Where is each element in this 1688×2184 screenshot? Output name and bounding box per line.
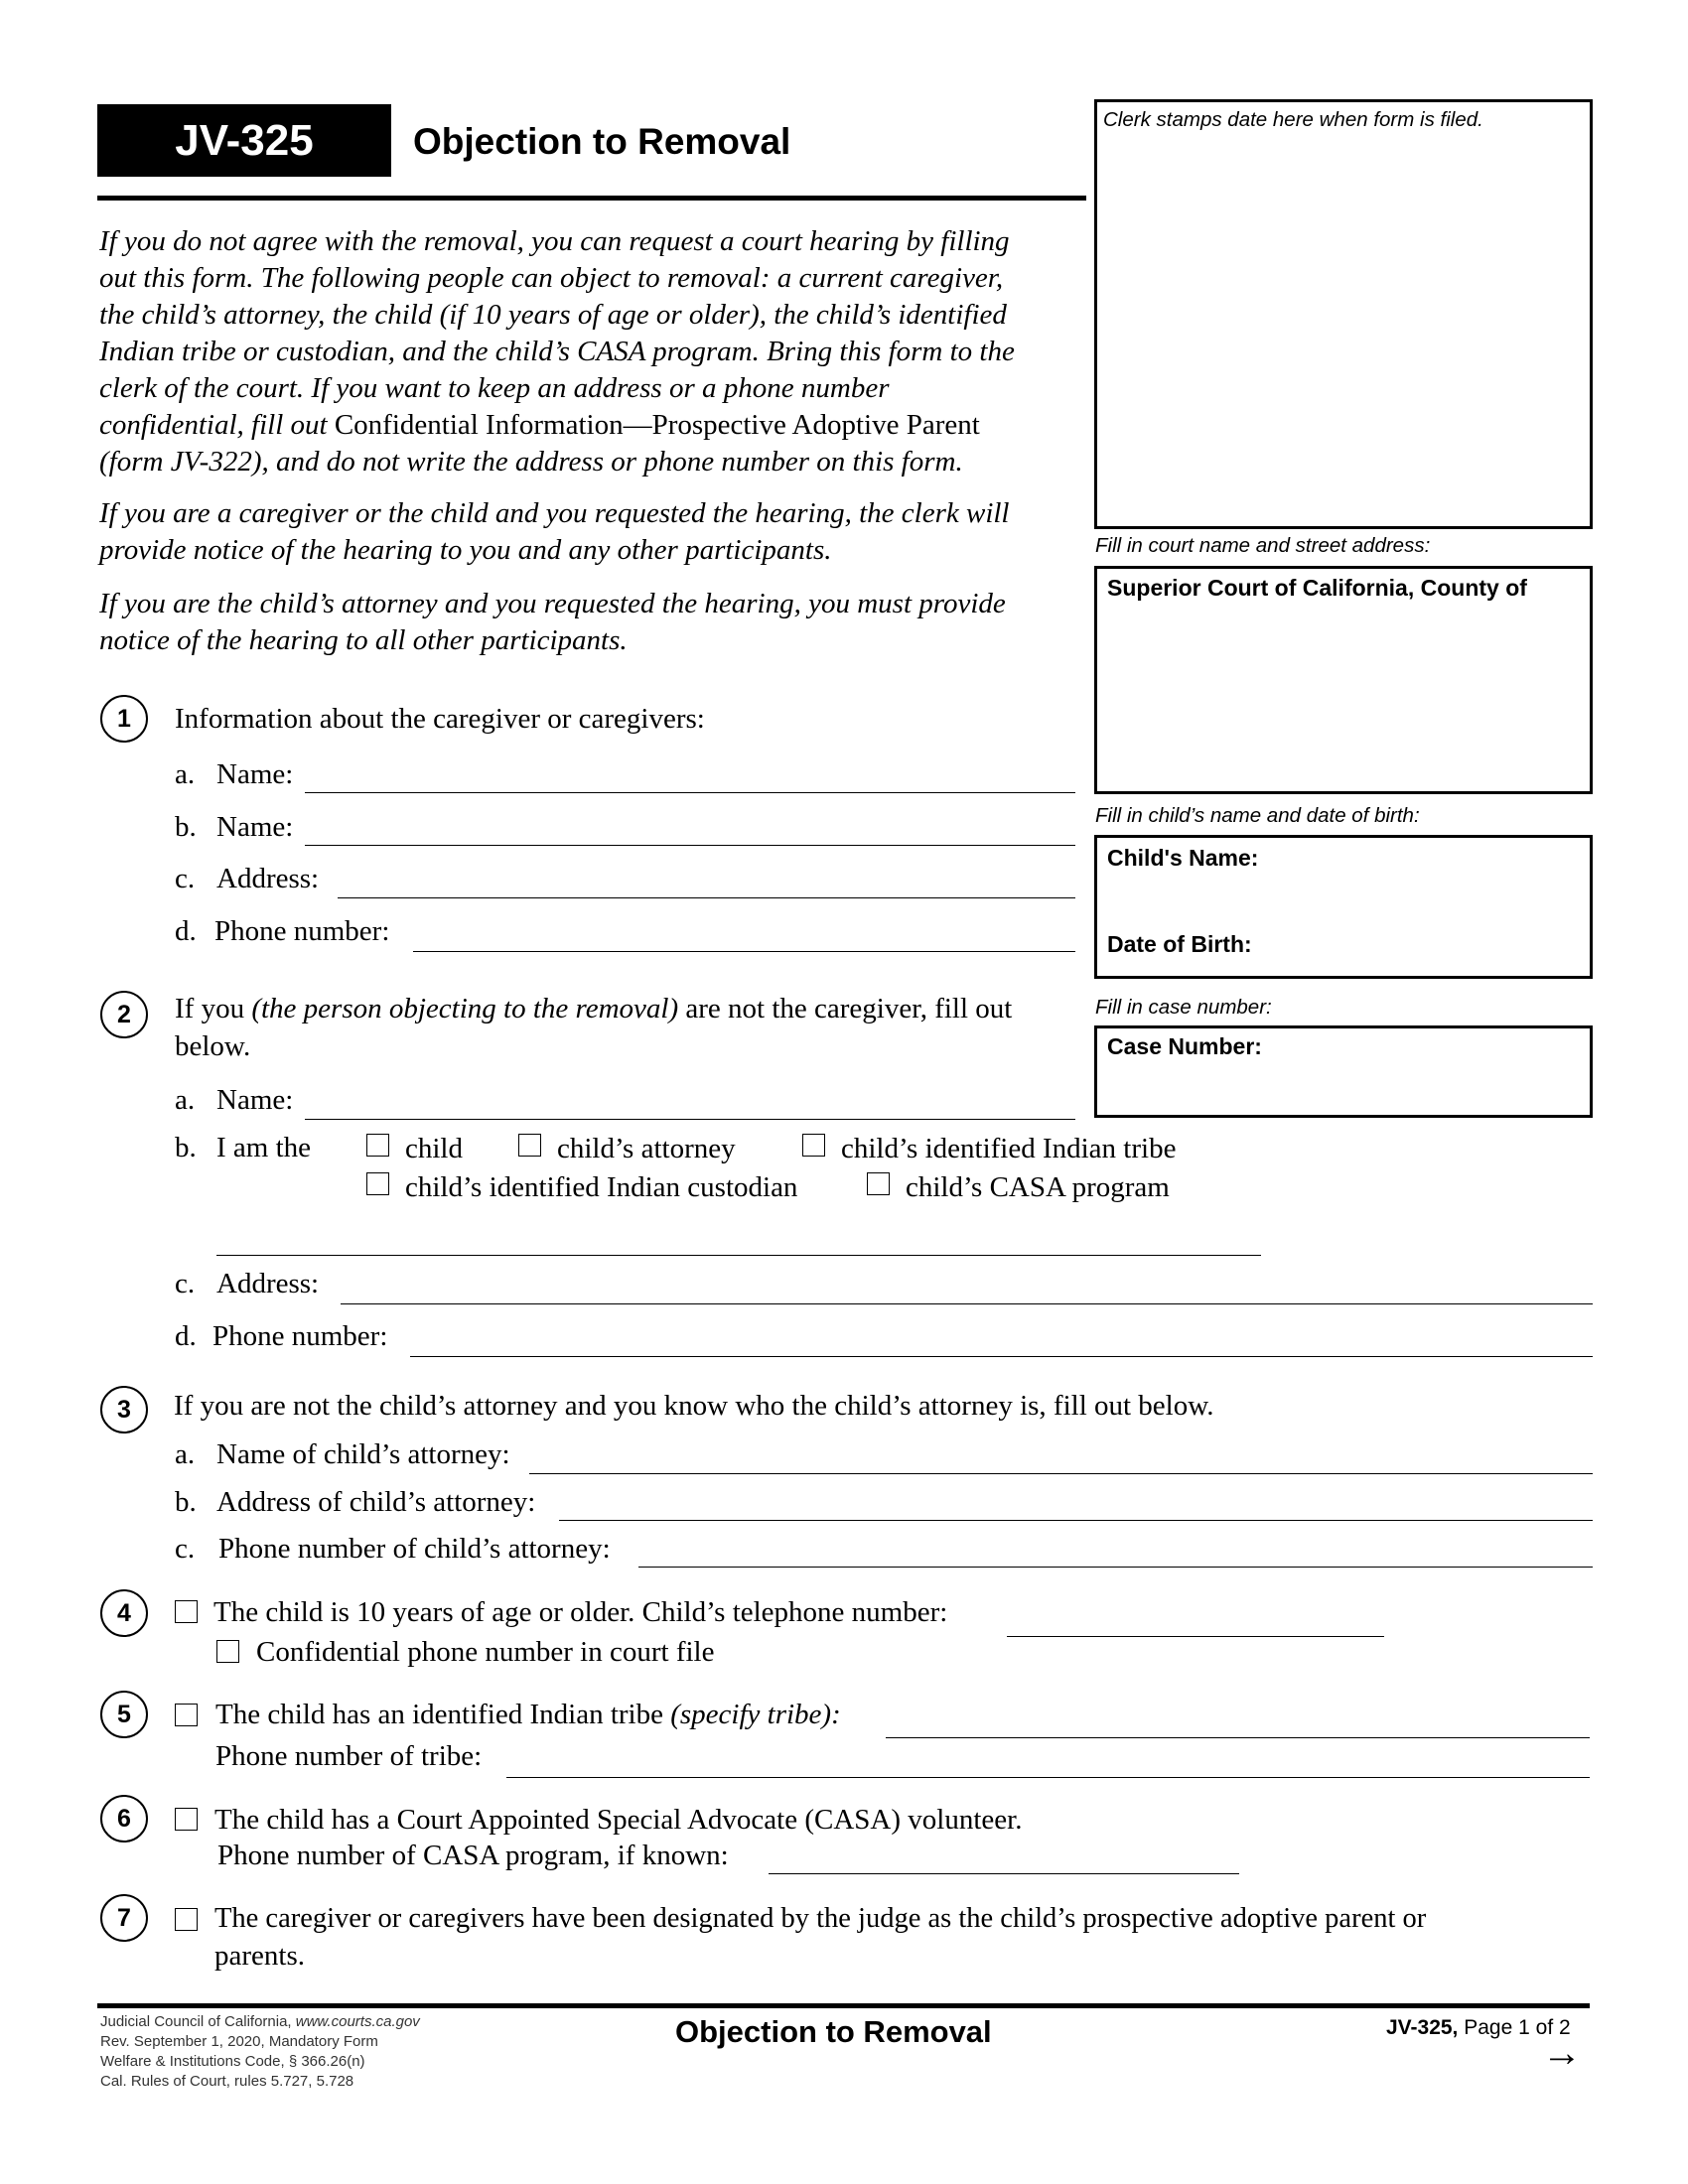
clerk-stamp-label: Clerk stamps date here when form is filed.	[1103, 108, 1483, 131]
item-number-3: 3	[100, 1386, 148, 1433]
item-5-text-pre: The child has an identified Indian tribe	[215, 1699, 671, 1730]
childs-attorney-name-field[interactable]	[529, 1473, 1593, 1474]
tribe-phone-label: Phone number of tribe:	[215, 1740, 483, 1772]
prospective-adoptive-parent-checkbox[interactable]	[175, 1908, 198, 1931]
item-3b-label: Address of child’s attorney:	[216, 1486, 536, 1518]
item-2-text-post: are not the caregiver, fill out	[678, 993, 1013, 1024]
next-page-arrow-icon: →	[1542, 2031, 1582, 2075]
child-phone-field[interactable]	[1007, 1636, 1384, 1637]
case-number-label: Fill in case number:	[1095, 996, 1272, 1019]
intro-line: provide notice of the hearing to you and any other participants.	[99, 534, 832, 566]
header-divider	[97, 196, 1086, 201]
item-2b-letter: b.	[175, 1132, 197, 1163]
intro-line: If you are a caregiver or the child and you requested the hearing, the clerk will	[99, 497, 1010, 529]
item-3c-label: Phone number of child’s attorney:	[218, 1533, 611, 1565]
intro-line: notice of the hearing to all other participants.	[99, 624, 628, 656]
item-2d-letter: d.	[175, 1320, 197, 1352]
footer-website: www.courts.ca.gov	[295, 2013, 420, 2030]
indian-tribe-item-checkbox[interactable]	[175, 1704, 198, 1726]
intro-line: (form JV-322), and do not write the address or phone number on this form.	[99, 446, 963, 478]
child-option-label: child	[405, 1133, 463, 1164]
item-3-text: If you are not the child’s attorney and you know who the child’s attorney is, fill out below.	[174, 1390, 1214, 1422]
intro-line: If you are the child’s attorney and you requested the hearing, you must provide	[99, 588, 1006, 619]
childs-attorney-address-field[interactable]	[559, 1520, 1593, 1521]
item-number-6: 6	[100, 1795, 148, 1843]
case-number-text: Case Number:	[1107, 1033, 1262, 1059]
clerk-stamp-box[interactable]	[1094, 99, 1593, 529]
item-1c-letter: c.	[175, 863, 196, 894]
objector-address-field[interactable]	[341, 1303, 1593, 1304]
intro-line: clerk of the court. If you want to keep an address or a phone number	[99, 372, 890, 404]
footer-form-ref: JV-325,	[1386, 2016, 1459, 2039]
caregiver-name-b-field[interactable]	[305, 845, 1075, 846]
item-1-text: Information about the caregiver or caregivers:	[175, 703, 705, 735]
item-1d-label: Phone number:	[214, 915, 390, 947]
intro-paragraph-3	[99, 586, 1082, 659]
indian-tribe-checkbox[interactable]	[802, 1134, 825, 1157]
footer-council: Judicial Council of California,	[100, 2013, 296, 2030]
child-checkbox[interactable]	[366, 1134, 389, 1157]
item-3a-label: Name of child’s attorney:	[216, 1438, 510, 1470]
item-number-4: 4	[100, 1589, 148, 1637]
confidential-phone-label: Confidential phone number in court file	[256, 1636, 715, 1668]
casa-volunteer-checkbox[interactable]	[175, 1808, 198, 1831]
item-5-text	[215, 1697, 841, 1732]
item-7-text-line2: parents.	[214, 1940, 305, 1972]
childs-attorney-checkbox[interactable]	[518, 1134, 541, 1157]
intro-line: If you do not agree with the removal, you can request a court hearing by filling	[99, 225, 1010, 257]
court-name-box[interactable]	[1094, 566, 1593, 794]
confidential-phone-checkbox[interactable]	[216, 1640, 239, 1663]
casa-program-checkbox[interactable]	[867, 1172, 890, 1195]
form-id-badge: JV-325	[97, 104, 391, 177]
item-number-7: 7	[100, 1894, 148, 1942]
item-5-text-italic: (specify tribe):	[670, 1699, 841, 1730]
intro-line: out this form. The following people can object to removal: a current caregiver,	[99, 262, 1004, 294]
child-info-box[interactable]	[1094, 835, 1593, 979]
item-2-text	[175, 991, 1012, 1026]
item-2-text-pre: If you	[175, 993, 252, 1024]
intro-line: the child’s attorney, the child (if 10 years of age or older), the child’s identified	[99, 299, 1007, 331]
item-1c-label: Address:	[216, 863, 320, 894]
tribe-phone-field[interactable]	[506, 1777, 1590, 1778]
item-3a-letter: a.	[175, 1438, 196, 1470]
footer-code: Welfare & Institutions Code, § 366.26(n)	[100, 2053, 365, 2070]
form-title: Objection to Removal	[413, 121, 791, 162]
casa-phone-field[interactable]	[769, 1873, 1239, 1874]
footer-divider	[97, 2003, 1590, 2008]
indian-custodian-option-label: child’s identified Indian custodian	[405, 1171, 798, 1203]
objector-name-field[interactable]	[305, 1119, 1075, 1120]
item-7-text: The caregiver or caregivers have been designated by the judge as the child’s prospective adoptive parent or	[214, 1903, 1427, 1934]
child-name-label: Child's Name:	[1107, 845, 1259, 871]
item-6-text: The child has a Court Appointed Special Advocate (CASA) volunteer.	[214, 1804, 1023, 1836]
footer-rules: Cal. Rules of Court, rules 5.727, 5.728	[100, 2073, 354, 2090]
item-2c-label: Address:	[216, 1268, 320, 1299]
intro-line: Indian tribe or custodian, and the child’s CASA program. Bring this form to the	[99, 336, 1015, 367]
item-2b-label: I am the	[216, 1132, 312, 1163]
footer-council-line	[100, 2012, 420, 2032]
footer-page-number: Page 1 of 2	[1458, 2016, 1571, 2039]
tribe-name-field[interactable]	[886, 1737, 1590, 1738]
caregiver-name-a-field[interactable]	[305, 792, 1075, 793]
caregiver-address-field[interactable]	[338, 897, 1075, 898]
intro-paragraph-1	[99, 223, 1082, 480]
item-3b-letter: b.	[175, 1486, 197, 1518]
item-2-text-line2: below.	[175, 1030, 251, 1062]
casa-phone-label: Phone number of CASA program, if known:	[217, 1840, 729, 1871]
objector-other-field[interactable]	[216, 1255, 1261, 1256]
child-info-label: Fill in child’s name and date of birth:	[1095, 804, 1420, 827]
objector-phone-field[interactable]	[410, 1356, 1593, 1357]
item-number-5: 5	[100, 1691, 148, 1738]
item-1b-label: Name:	[216, 811, 294, 843]
item-1d-letter: d.	[175, 915, 197, 947]
item-number-1: 1	[100, 695, 148, 743]
item-2a-letter: a.	[175, 1084, 196, 1116]
footer-title: Objection to Removal	[675, 2014, 992, 2049]
intro-line	[99, 407, 1082, 444]
item-2d-label: Phone number:	[212, 1320, 388, 1352]
intro-paragraph-2	[99, 495, 1082, 569]
date-of-birth-label: Date of Birth:	[1107, 931, 1252, 957]
confidential-form-name: Confidential Information—Prospective Adoptive Parent	[334, 409, 980, 441]
item-1a-label: Name:	[216, 758, 294, 790]
footer-revision: Rev. September 1, 2020, Mandatory Form	[100, 2033, 378, 2050]
court-name-text: Superior Court of California, County of	[1107, 575, 1527, 601]
caregiver-phone-field[interactable]	[413, 951, 1075, 952]
item-3c-letter: c.	[175, 1533, 196, 1565]
child-10-or-older-checkbox[interactable]	[175, 1600, 198, 1623]
item-2a-label: Name:	[216, 1084, 294, 1116]
indian-tribe-option-label: child’s identified Indian tribe	[841, 1133, 1177, 1164]
item-1b-letter: b.	[175, 811, 197, 843]
item-4-text: The child is 10 years of age or older. Child’s telephone number:	[213, 1596, 948, 1628]
item-2c-letter: c.	[175, 1268, 196, 1299]
childs-attorney-option-label: child’s attorney	[557, 1133, 736, 1164]
case-number-box[interactable]	[1094, 1025, 1593, 1118]
intro-conf-prefix: confidential, fill out	[99, 409, 335, 441]
item-2-text-italic: (the person objecting to the removal)	[251, 993, 679, 1024]
court-name-label: Fill in court name and street address:	[1095, 534, 1431, 557]
childs-attorney-phone-field[interactable]	[638, 1567, 1593, 1568]
item-number-2: 2	[100, 991, 148, 1038]
footer-citations	[100, 2012, 420, 2092]
item-1a-letter: a.	[175, 758, 196, 790]
indian-custodian-checkbox[interactable]	[366, 1172, 389, 1195]
casa-program-option-label: child’s CASA program	[906, 1171, 1170, 1203]
